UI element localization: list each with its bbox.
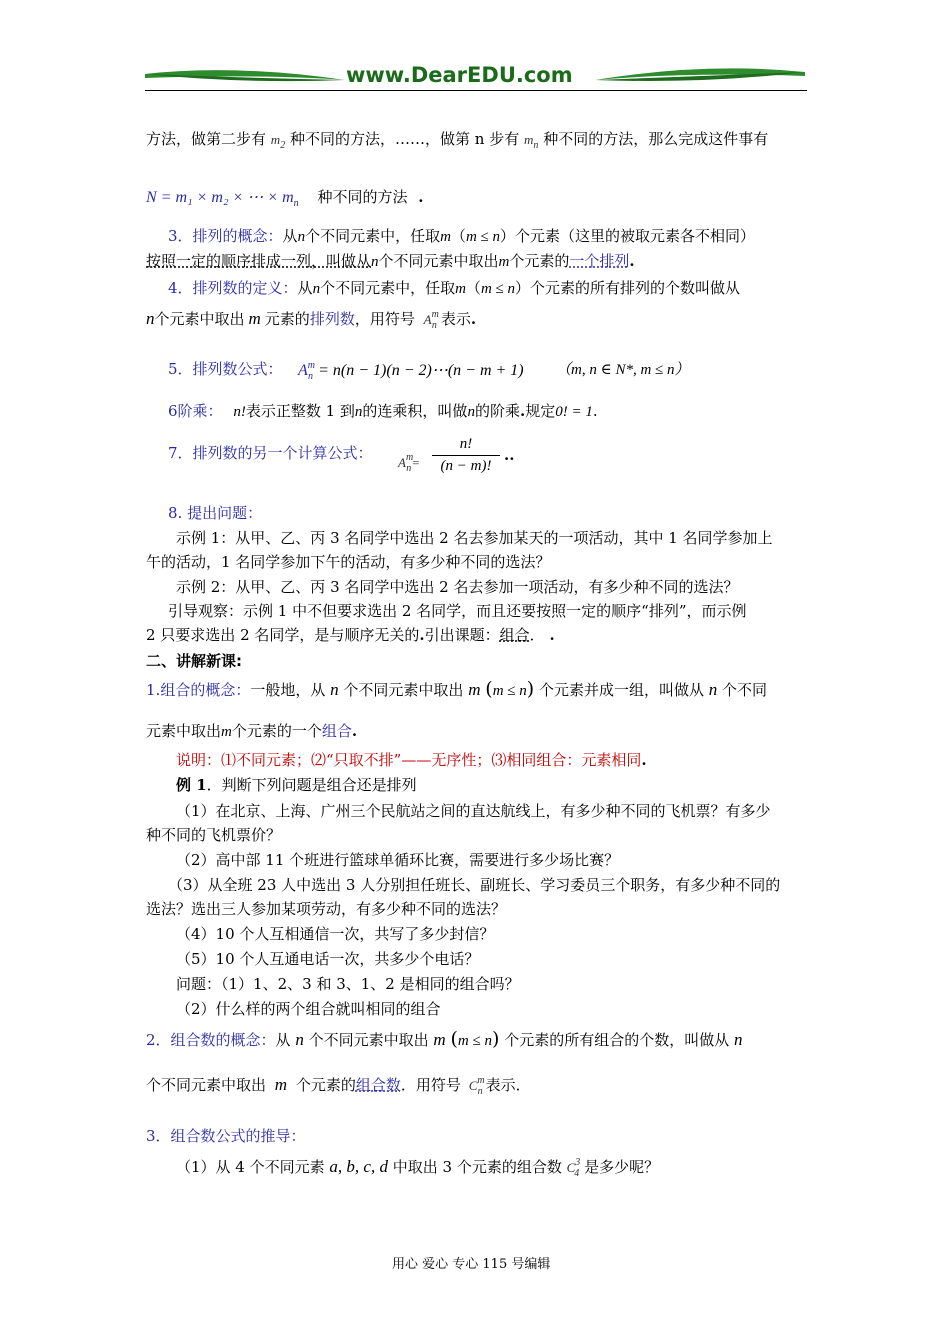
text: 方法，做第二步有 xyxy=(146,130,267,148)
text: 种不同的方法，那么完成这件事有 xyxy=(543,130,769,148)
section-4: 4．排列数的定义：从n个不同元素中，任取m（m ≤ n）个元素的所有排列的个数叫做从 xyxy=(168,279,741,297)
section-7 xyxy=(168,442,373,463)
question-2: （2）高中部 11 个班进行篮球单循环比赛，需要进行多少场比赛？ xyxy=(176,851,620,869)
math-m2: $m_2$ xyxy=(270,132,286,151)
ask-2: （2）什么样的两个组合就叫相同的组合 xyxy=(176,1000,441,1018)
site-title[interactable]: www.DearEDU.com xyxy=(346,63,573,87)
section-3-line2: 按照一定的顺序排成一列，叫做从n个不同元素中取出m个元素的一个排列. xyxy=(146,252,635,270)
section-6-title: 6阶乘： xyxy=(168,402,223,420)
line-2: N = m₁ × m₂ × ⋯ × $m_n$ 种不同的方法 . xyxy=(146,188,424,209)
text: 种不同的方法，……，做第 xyxy=(289,130,470,148)
question-5: （5）10 个人互通电话一次，共多少个电话？ xyxy=(176,950,480,968)
text: 种不同的方法 xyxy=(317,188,408,206)
example-1-cont: 午的活动，1 名同学参加下午的活动，有多少种不同的选法？ xyxy=(146,553,551,571)
factorial-fraction: n! (n − m)! xyxy=(432,436,500,475)
section-3-title: 3．排列的概念： xyxy=(168,227,283,245)
section-4-line2: n个元素中取出 m 元素的排列数，用符号 $A^m_n$ 表示. xyxy=(146,309,477,331)
header-rule xyxy=(145,90,807,91)
example-1: 示例 1：从甲、乙、丙 3 名同学中选出 2 名去参加某天的一项活动，其中 1 名同学参加上 xyxy=(176,529,773,547)
math-C43: $C^3_4$ xyxy=(566,1157,581,1179)
note: 说明：⑴不同元素；⑵“只取不排”——无序性；⑶相同组合：元素相同. xyxy=(176,751,647,769)
combination-concept: 1.组合的概念：一般地，从 n 个不同元素中取出 m (m ≤ n) 个元素并成一组，叫做从 n 个不同 xyxy=(146,678,768,700)
section-5 xyxy=(168,358,283,379)
section-6: 6阶乘： n!表示正整数 1 到n的连乘积，叫做n的阶乘.规定0! = 1. xyxy=(168,402,598,420)
section-7-title: 7．排列数的另一个计算公式： xyxy=(168,444,373,462)
question-4: （4）10 个人互相通信一次，共写了多少封信？ xyxy=(176,925,495,943)
text: 步有 xyxy=(489,130,520,148)
math-mn: $m_n$ xyxy=(524,132,539,151)
math-A: $A^m_n$ xyxy=(298,360,316,382)
section-2-heading: 二、讲解新课: xyxy=(146,652,242,670)
guide-line-1: 引导观察：示例 1 中不但要求选出 2 名同学，而且还要按照一定的顺序“排列”，而示例 xyxy=(168,602,747,620)
section-c3-title: 3．组合数公式的推导： xyxy=(146,1127,306,1145)
text: n xyxy=(474,130,485,148)
ask-1: 问题：（1）1、2、3 和 3、1、2 是相同的组合吗？ xyxy=(176,975,520,993)
question-1: （1）在北京、上海、广州三个民航站之间的直达航线上，有多少种不同的飞机票？有多少 xyxy=(176,802,771,820)
permutation-condition: （m, n ∈ N*, m ≤ n） xyxy=(556,362,690,378)
question-3: （3）从全班 23 人中选出 3 人分别担任班长、副班长、学习委员三个职务，有多少种不同的 xyxy=(168,876,781,894)
permutation-formula: $A^m_n = n(n - 1)(n$ − 2)⋯(n − m + 1) xyxy=(298,360,524,382)
combination-number-line2: 个不同元素中取出 m 个元素的组合数．用符号 $C^m_n$ 表示． xyxy=(146,1075,531,1097)
math-A-symbol: $A^m_n$ xyxy=(423,309,439,331)
question-3-cont: 选法？选出三人参加某项劳动，有多少种不同的选法？ xyxy=(146,900,507,918)
line-1 xyxy=(146,128,768,151)
math-A-lhs: $A^m_n=$ xyxy=(398,452,420,474)
math-C-symbol: $C^m_n$ xyxy=(468,1075,485,1097)
section-3: 3．排列的概念：从n个不同元素中，任取m（m ≤ n）个元素（这里的被取元素各不相同） xyxy=(168,227,756,245)
combination-number-concept: 2．组合数的概念：从 n 个不同元素中取出 m (m ≤ n) 个元素的所有组合的个数，叫做从 n xyxy=(146,1028,743,1050)
question-1-cont: 种不同的飞机票价？ xyxy=(146,826,282,844)
footer-text: 用心 爱心 专心 115 号编辑 xyxy=(392,1257,551,1272)
section-8-title: 8. 提出问题： xyxy=(168,504,263,522)
section-5-title: 5．排列数公式： xyxy=(168,360,283,378)
combination-concept-line2: 元素中取出m个元素的一个组合. xyxy=(146,722,358,740)
section-4-title: 4．排列数的定义： xyxy=(168,279,298,297)
c3-question-1: （1）从 4 个不同元素 a, b, c, d 中取出 3 个元素的组合数 $C^3_4$ 是多少呢？ xyxy=(176,1157,660,1179)
math-N-formula: N = m₁ × m₂ × ⋯ × $m_n$ xyxy=(146,189,299,209)
example-1-heading: 例 1．判断下列问题是组合还是排列 xyxy=(176,776,417,794)
guide-line-2: 2 只要求选出 2 名同学，是与顺序无关的.引出课题：组合． . xyxy=(146,626,555,644)
example-2: 示例 2：从甲、乙、丙 3 名同学中选出 2 名去参加一项活动，有多少种不同的选法？ xyxy=(176,578,739,596)
